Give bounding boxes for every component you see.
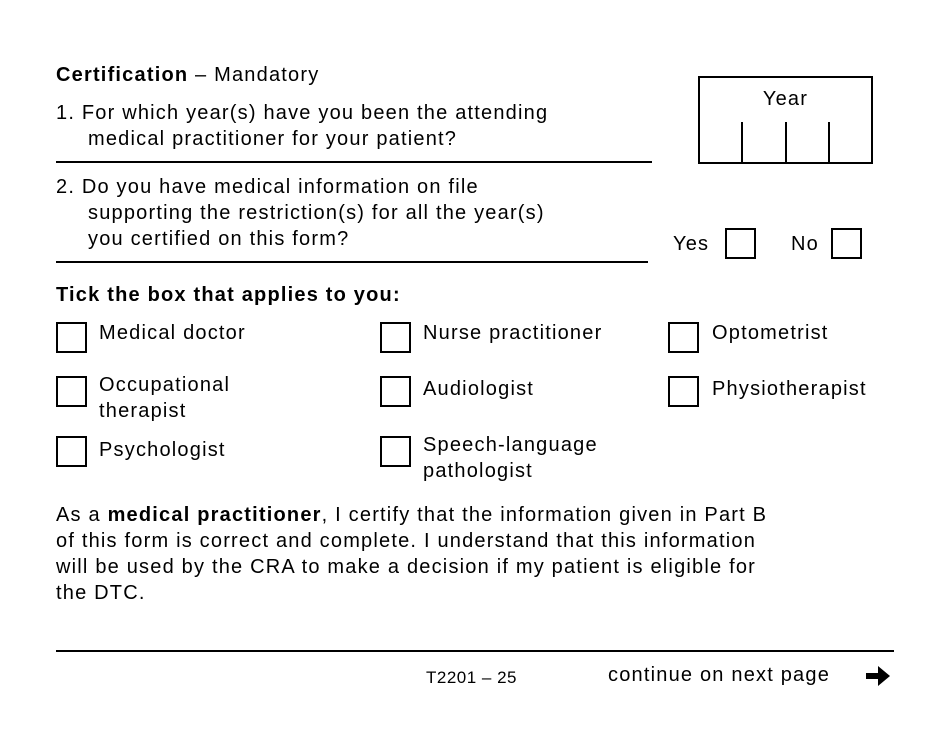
form-id: T2201 – 25 (426, 668, 518, 687)
question-2-line-2: supporting the restriction(s) for all the year(s) (88, 202, 545, 224)
certification-subtitle: – Mandatory (188, 64, 320, 86)
physiotherapist-label: Physiotherapist (712, 378, 867, 400)
right-arrow-icon (864, 664, 892, 688)
year-entry-box[interactable] (698, 76, 873, 164)
occupational-therapist-label-line-2: therapist (99, 400, 187, 422)
occupational-therapist-label (99, 372, 230, 424)
occupational-therapist-label-line-1: Occupational (99, 374, 231, 396)
year-digit-divider (828, 122, 830, 164)
section-heading (56, 62, 319, 88)
yes-label: Yes (673, 233, 710, 255)
psychologist-checkbox[interactable] (56, 436, 87, 467)
speech-language-pathologist-label (423, 432, 598, 484)
year-label: Year (762, 88, 809, 110)
certification-statement (56, 502, 767, 606)
speech-language-label-line-1: Speech-language (423, 434, 598, 456)
question-1-line-2: medical practitioner for your patient? (88, 128, 458, 150)
speech-language-pathologist-checkbox[interactable] (380, 436, 411, 467)
statement-line-2: of this form is correct and complete. I understand that this information (56, 530, 757, 552)
divider-q2 (56, 261, 648, 263)
statement-prefix: As a (56, 504, 108, 526)
statement-line-1-rest: , I certify that the information given in Part B (321, 504, 768, 526)
optometrist-checkbox[interactable] (668, 322, 699, 353)
medical-doctor-label: Medical doctor (99, 322, 246, 344)
statement-line-4: the DTC. (56, 582, 146, 604)
certification-title: Certification (56, 64, 189, 86)
statement-line-1 (56, 502, 767, 528)
optometrist-label: Optometrist (712, 322, 829, 344)
nurse-practitioner-checkbox[interactable] (380, 322, 411, 353)
continue-label: continue on next page (608, 664, 831, 686)
divider-q1 (56, 161, 652, 163)
question-1-line-1: 1. For which year(s) have you been the attending (56, 102, 549, 124)
speech-language-label-line-2: pathologist (423, 460, 533, 482)
psychologist-label: Psychologist (99, 439, 226, 461)
physiotherapist-checkbox[interactable] (668, 376, 699, 407)
footer-divider (56, 650, 894, 652)
audiologist-checkbox[interactable] (380, 376, 411, 407)
occupational-therapist-checkbox[interactable] (56, 376, 87, 407)
nurse-practitioner-label: Nurse practitioner (423, 322, 603, 344)
no-label: No (791, 233, 819, 255)
question-2-line-1: 2. Do you have medical information on file (56, 176, 479, 198)
audiologist-label: Audiologist (423, 378, 535, 400)
medical-doctor-checkbox[interactable] (56, 322, 87, 353)
statement-line-3: will be used by the CRA to make a decision if my patient is eligible for (56, 556, 757, 578)
question-1 (56, 100, 548, 152)
tick-heading: Tick the box that applies to you: (56, 284, 401, 306)
year-digit-divider (785, 122, 787, 164)
statement-bold-term: medical practitioner (107, 504, 322, 526)
question-2 (56, 174, 545, 252)
question-2-line-3: you certified on this form? (88, 228, 350, 250)
year-digit-divider (741, 122, 743, 164)
no-checkbox[interactable] (831, 228, 862, 259)
yes-checkbox[interactable] (725, 228, 756, 259)
